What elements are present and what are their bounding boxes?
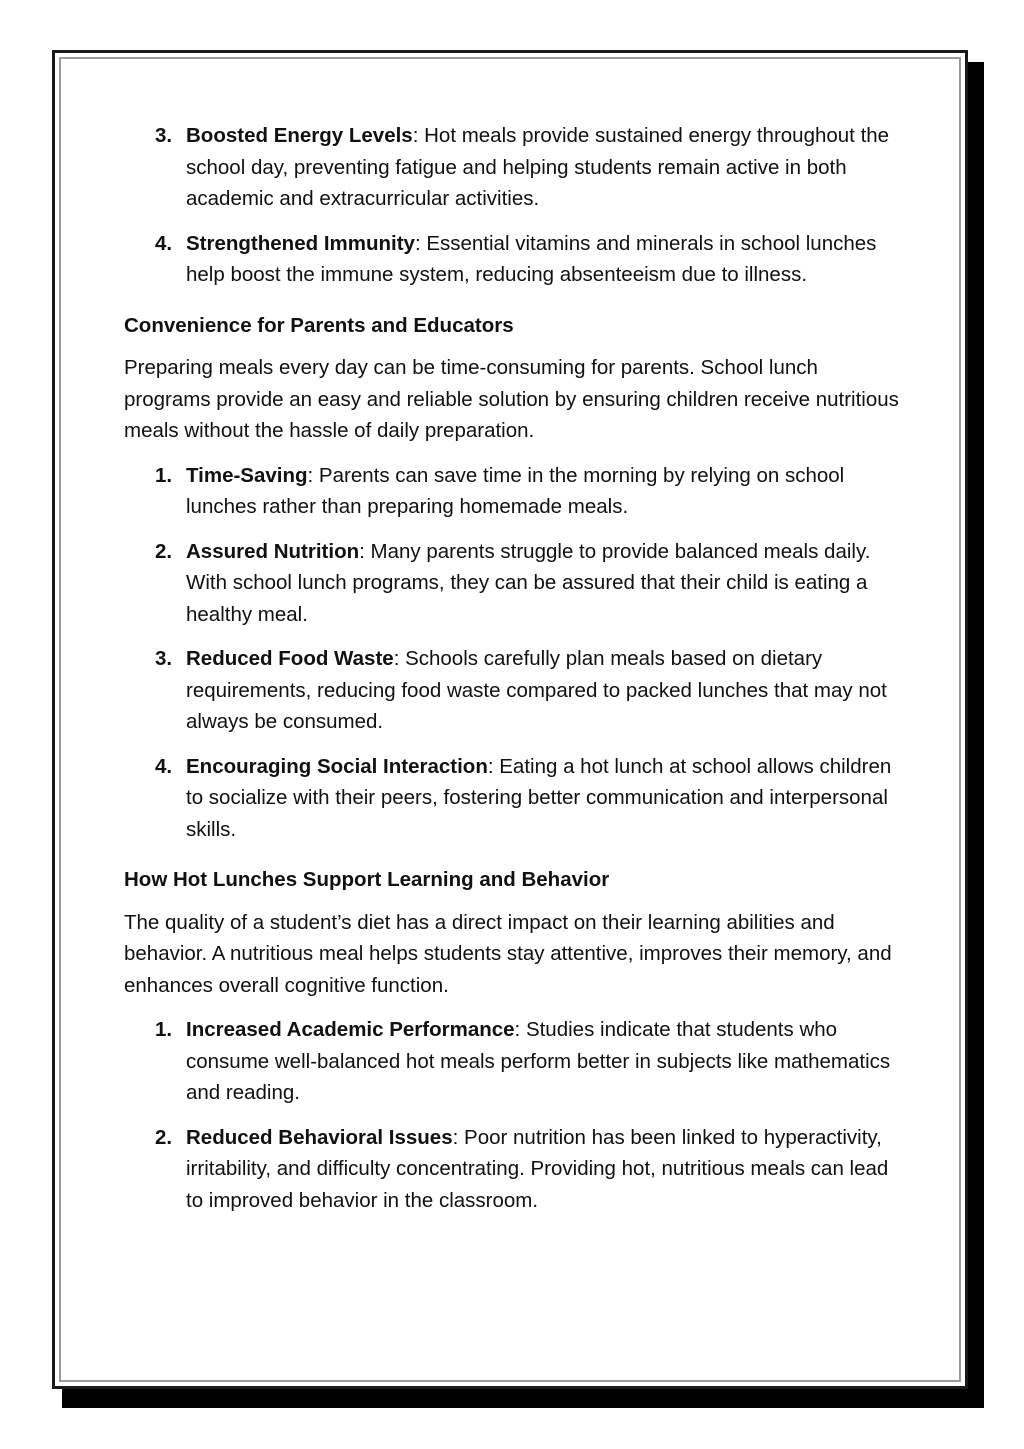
- list-item: [124, 1122, 900, 1217]
- list-number: 4.: [155, 754, 173, 778]
- list-number: 2.: [155, 1125, 173, 1149]
- list-term: Encouraging Social Interaction: [186, 754, 488, 778]
- list-number: 2.: [155, 539, 173, 563]
- list-number: 3.: [155, 647, 173, 670]
- list-term: Reduced Behavioral Issues: [186, 1125, 453, 1149]
- list-number: 1.: [155, 1018, 173, 1041]
- section-heading-learning: How Hot Lunches Support Learning and Behavior: [124, 868, 610, 891]
- list-text: : Hot meals provide sustained energy throughout the school day, preventing fatigue and helping students remain active in both academic and extracurricular activities.: [186, 124, 890, 210]
- list-number: 1.: [155, 463, 173, 487]
- list-item: [124, 643, 900, 738]
- list-text: : Many parents struggle to provide balanced meals daily. With school lunch programs, they can be assured that their child is eating a healthy meal.: [186, 539, 871, 626]
- convenience-list: [124, 460, 900, 846]
- list-term: Time-Saving: [186, 463, 308, 487]
- list-item: [124, 120, 900, 215]
- list-item: [124, 1014, 900, 1109]
- list-text: : Essential vitamins and minerals in school lunches help boost the immune system, reducing absenteeism due to illness.: [186, 231, 877, 286]
- list-item: [124, 751, 900, 846]
- document-content: [124, 120, 900, 1229]
- list-term: Strengthened Immunity: [186, 231, 415, 255]
- list-number: 4.: [155, 231, 173, 255]
- list-term: Reduced Food Waste: [186, 647, 394, 670]
- list-text: : Parents can save time in the morning by relying on school lunches rather than preparing homemade meals.: [186, 463, 845, 518]
- list-item: [124, 460, 900, 523]
- list-term: Increased Academic Performance: [186, 1018, 515, 1041]
- section-paragraph-convenience: Preparing meals every day can be time-consuming for parents. School lunch programs provide an easy and reliable solution by ensuring children receive nutritious meals without the hassle of daily preparation.: [124, 356, 899, 442]
- benefits-list: [124, 120, 900, 291]
- list-text: : Eating a hot lunch at school allows children to socialize with their peers, fostering better communication and interpersonal skills.: [186, 754, 892, 841]
- list-item: [124, 228, 900, 291]
- section-heading-convenience: Convenience for Parents and Educators: [124, 313, 514, 337]
- list-text: : Schools carefully plan meals based on dietary requirements, reducing food waste compared to packed lunches that may not always be consumed.: [186, 647, 887, 733]
- list-text: : Studies indicate that students who consume well-balanced hot meals perform better in subjects like mathematics and reading.: [186, 1018, 891, 1104]
- learning-list: [124, 1014, 900, 1216]
- list-term: Assured Nutrition: [186, 539, 360, 563]
- list-number: 3.: [155, 124, 173, 147]
- list-term: Boosted Energy Levels: [186, 124, 413, 147]
- list-item: [124, 536, 900, 631]
- section-paragraph-learning: The quality of a student’s diet has a direct impact on their learning abilities and behavior. A nutritious meal helps students stay attentive, improves their memory, and enhances overall cognitive function.: [124, 910, 892, 997]
- list-text: : Poor nutrition has been linked to hyperactivity, irritability, and difficulty concentrating. Providing hot, nutritious meals can lead to improved behavior in the classroom.: [186, 1125, 889, 1212]
